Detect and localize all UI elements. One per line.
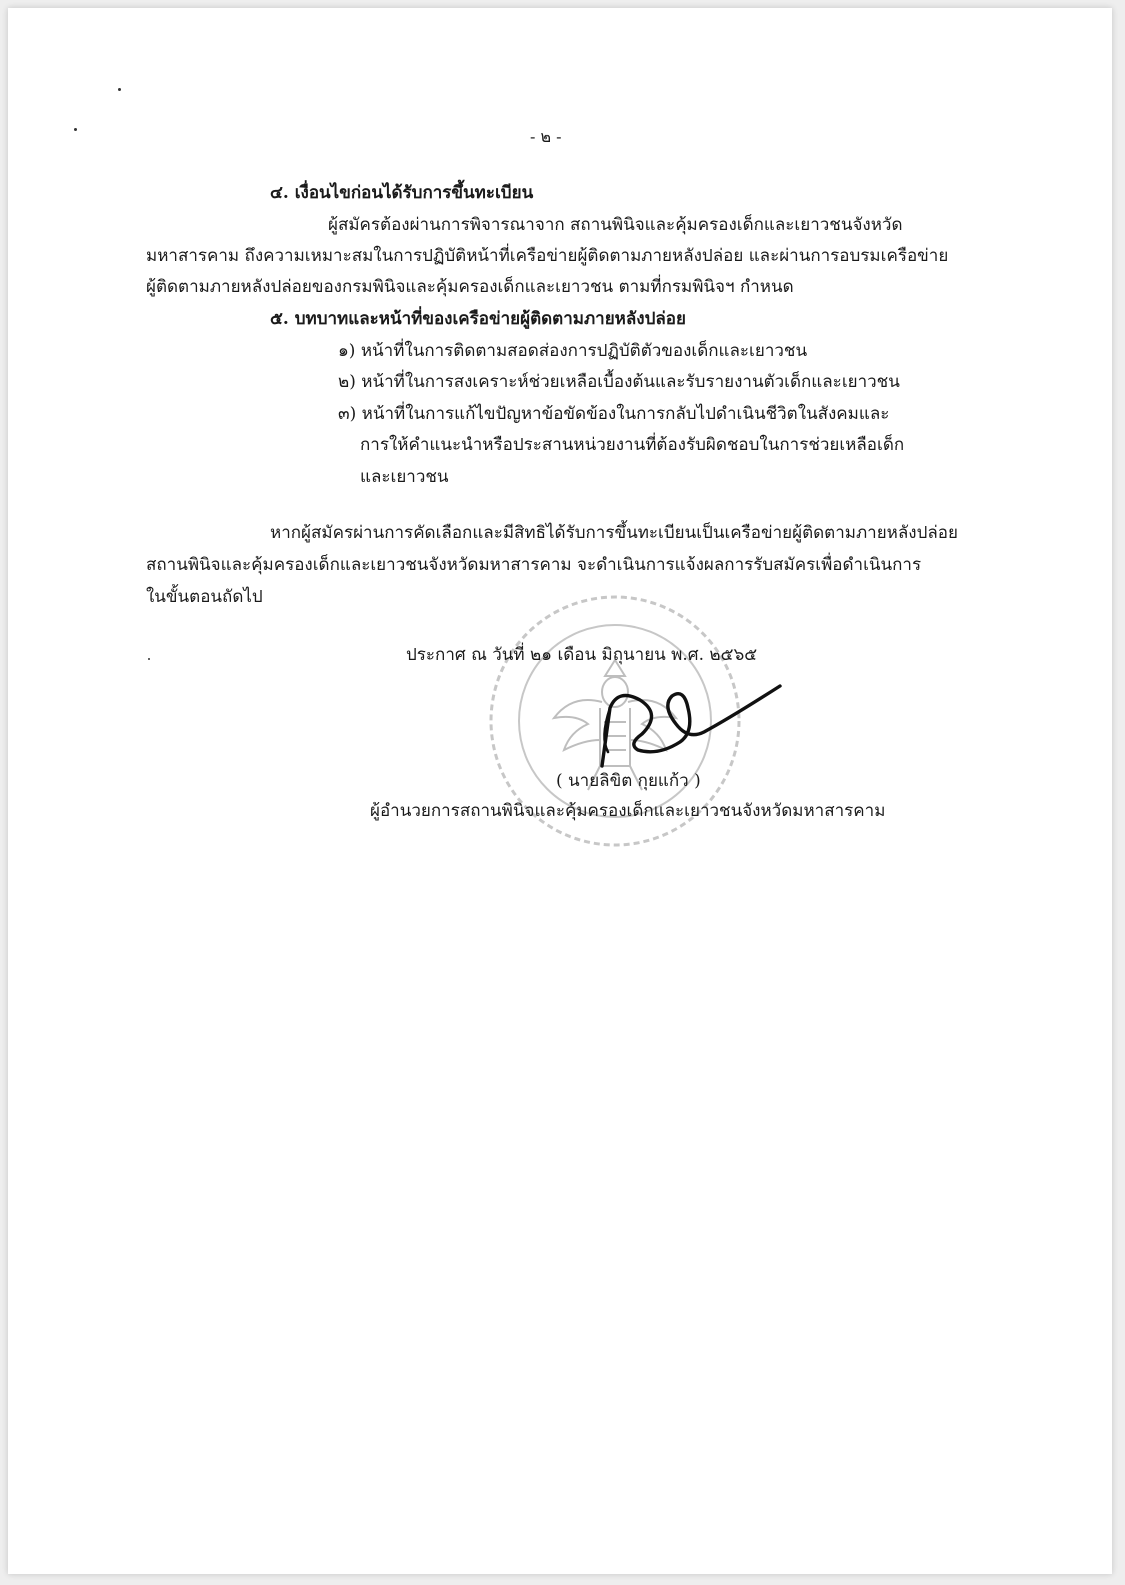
- section-4-line: ผู้ติดตามภายหลังปล่อยของกรมพินิจและคุ้มครองเด็กและเยาวชน ตามที่กรมพินิจฯ กำหนด: [146, 277, 794, 297]
- section-5-item-3: ๓) หน้าที่ในการแก้ไขปัญหาข้อขัดข้องในการกลับไปดำเนินชีวิตในสังคมและ: [338, 404, 890, 424]
- section-5-item-3-continuation: และเยาวชน: [360, 467, 449, 487]
- document-page: [8, 8, 1112, 1574]
- section-5-item-1: ๑) หน้าที่ในการติดตามสอดส่องการปฏิบัติตัวของเด็กและเยาวชน: [338, 341, 808, 361]
- section-5-item-3-continuation: การให้คำแนะนำหรือประสานหน่วยงานที่ต้องรับผิดชอบในการช่วยเหลือเด็ก: [360, 435, 905, 455]
- signatory-title: ผู้อำนวยการสถานพินิจและคุ้มครองเด็กและเยาวชนจังหวัดมหาสารคาม: [370, 801, 886, 821]
- handwritten-signature: [580, 648, 810, 778]
- section-4-line: มหาสารคาม ถึงความเหมาะสมในการปฏิบัติหน้าที่เครือข่ายผู้ติดตามภายหลังปล่อย และผ่านการอบรมเครือข่าย: [146, 246, 949, 266]
- scan-speck: [74, 128, 77, 131]
- scan-speck: [118, 88, 121, 91]
- page-number: - ๒ -: [530, 127, 562, 146]
- section-5-item-2: ๒) หน้าที่ในการสงเคราะห์ช่วยเหลือเบื้องต้นและรับรายงานตัวเด็กและเยาวชน: [338, 372, 900, 392]
- closing-line: ในขั้นตอนถัดไป: [146, 587, 263, 607]
- section-4-line: ผู้สมัครต้องผ่านการพิจารณาจาก สถานพินิจและคุ้มครองเด็กและเยาวชนจังหวัด: [328, 215, 903, 235]
- closing-line: สถานพินิจและคุ้มครองเด็กและเยาวชนจังหวัดมหาสารคาม จะดำเนินการแจ้งผลการรับสมัครเพื่อดำเนินการ: [146, 555, 922, 575]
- section-5-heading: ๕. บทบาทและหน้าที่ของเครือข่ายผู้ติดตามภายหลังปล่อย: [270, 309, 686, 329]
- closing-line: หากผู้สมัครผ่านการคัดเลือกและมีสิทธิได้รับการขึ้นทะเบียนเป็นเครือข่ายผู้ติดตามภายหลังปล่อย: [270, 523, 958, 543]
- scan-speck: [148, 658, 150, 660]
- announcement-date: ประกาศ ณ วันที่ ๒๑ เดือน มิถุนายน พ.ศ. ๒๕๖๕: [406, 645, 758, 665]
- signatory-name: ( นายลิขิต กุยแก้ว ): [556, 771, 701, 791]
- section-4-heading: ๔. เงื่อนไขก่อนได้รับการขึ้นทะเบียน: [270, 183, 534, 203]
